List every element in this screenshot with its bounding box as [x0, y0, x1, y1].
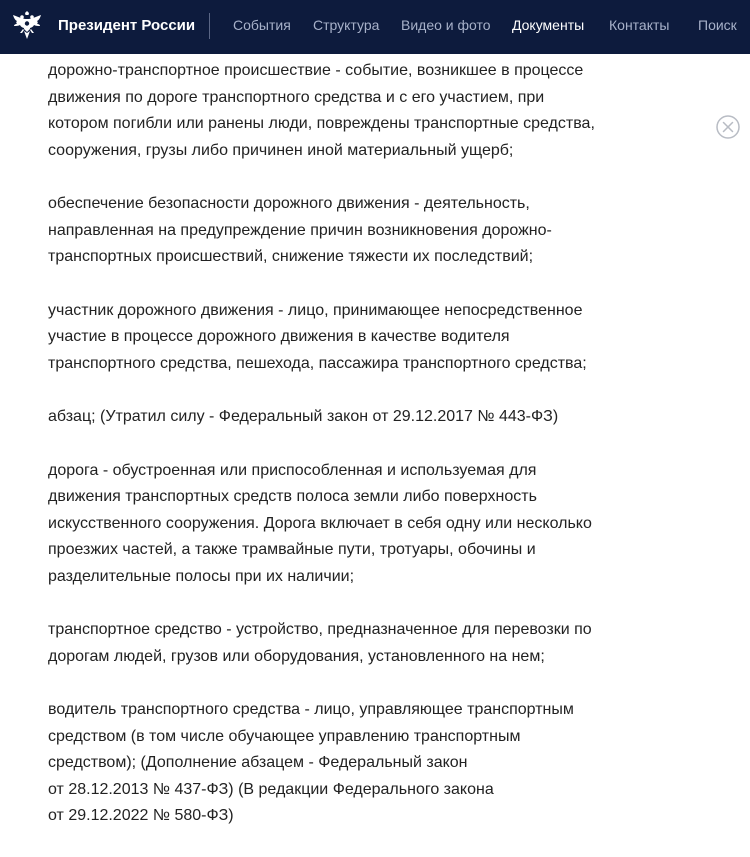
- text-line: сооружения, грузы либо причинен иной материальный ущерб;: [48, 141, 514, 159]
- text-line: абзац; (Утратил силу - Федеральный закон от 29.12.2017 № 443-ФЗ): [48, 408, 559, 425]
- brand-title[interactable]: Президент России: [58, 17, 196, 34]
- text-line: средством (в том числе обучающее управлению транспортным: [48, 727, 521, 745]
- nav-item-contacts[interactable]: Контакты: [609, 17, 670, 33]
- text-line: котором погибли или ранены люди, повреждены транспортные средства,: [48, 115, 595, 132]
- text-line: движения транспортных средств полоса земли либо поверхность: [48, 488, 537, 505]
- nav-item-events[interactable]: События: [233, 17, 291, 33]
- text-line: дорога - обустроенная или приспособленная и используемая для: [48, 461, 537, 479]
- text-line: транспортное средство - устройство, предназначенное для перевозки по: [48, 621, 592, 638]
- text-line: движения по дороге транспортного средства и с его участием, при: [48, 88, 545, 106]
- text-line: транспортных происшествий, снижение тяжести их последствий;: [48, 248, 534, 265]
- text-line: водитель транспортного средства - лицо, управляющее транспортным: [48, 701, 574, 718]
- text-line: направленная на предупреждение причин возникновения дорожно-: [48, 221, 552, 239]
- close-icon[interactable]: [716, 115, 740, 139]
- definition-road-safety: [48, 191, 628, 271]
- text-line: участие в процессе дорожного движения в качестве водителя: [48, 328, 510, 345]
- nav-item-structure[interactable]: Структура: [313, 17, 380, 33]
- text-line: транспортного средства, пешехода, пассажира транспортного средства;: [48, 354, 587, 372]
- text-line: разделительные полосы при их наличии;: [48, 567, 355, 585]
- nav-item-search[interactable]: Поиск: [698, 17, 737, 33]
- text-line: средством); (Дополнение абзацем - Федеральный закон: [48, 754, 468, 771]
- text-line: проезжих частей, а также трамвайные пути, тротуары, обочины и: [48, 541, 536, 558]
- top-navigation-bar: [0, 0, 750, 54]
- text-line: дорогам людей, грузов или оборудования, установленного на нем;: [48, 647, 545, 665]
- emblem-icon[interactable]: [11, 10, 43, 42]
- text-line: дорожно-транспортное происшествие - событие, возникшее в процессе: [48, 62, 584, 79]
- document-content: [48, 58, 628, 857]
- definition-traffic-participant: [48, 298, 628, 378]
- repealed-paragraph-note: [48, 404, 628, 431]
- definition-driver: [48, 697, 628, 830]
- text-line: искусственного сооружения. Дорога включает в себя одну или несколько: [48, 514, 592, 532]
- text-line: от 29.12.2022 № 580-ФЗ): [48, 807, 234, 824]
- text-line: обеспечение безопасности дорожного движения - деятельность,: [48, 195, 530, 212]
- nav-item-documents[interactable]: Документы: [512, 17, 585, 33]
- text-line: от 28.12.2013 № 437-ФЗ) (В редакции Федерального закона: [48, 780, 494, 798]
- definition-vehicle: [48, 617, 628, 670]
- definition-road-accident: [48, 58, 628, 164]
- text-line: участник дорожного движения - лицо, принимающее непосредственное: [48, 301, 583, 319]
- header-divider: [209, 13, 210, 39]
- definition-road: [48, 458, 628, 591]
- nav-item-video-photo[interactable]: Видео и фото: [401, 17, 491, 33]
